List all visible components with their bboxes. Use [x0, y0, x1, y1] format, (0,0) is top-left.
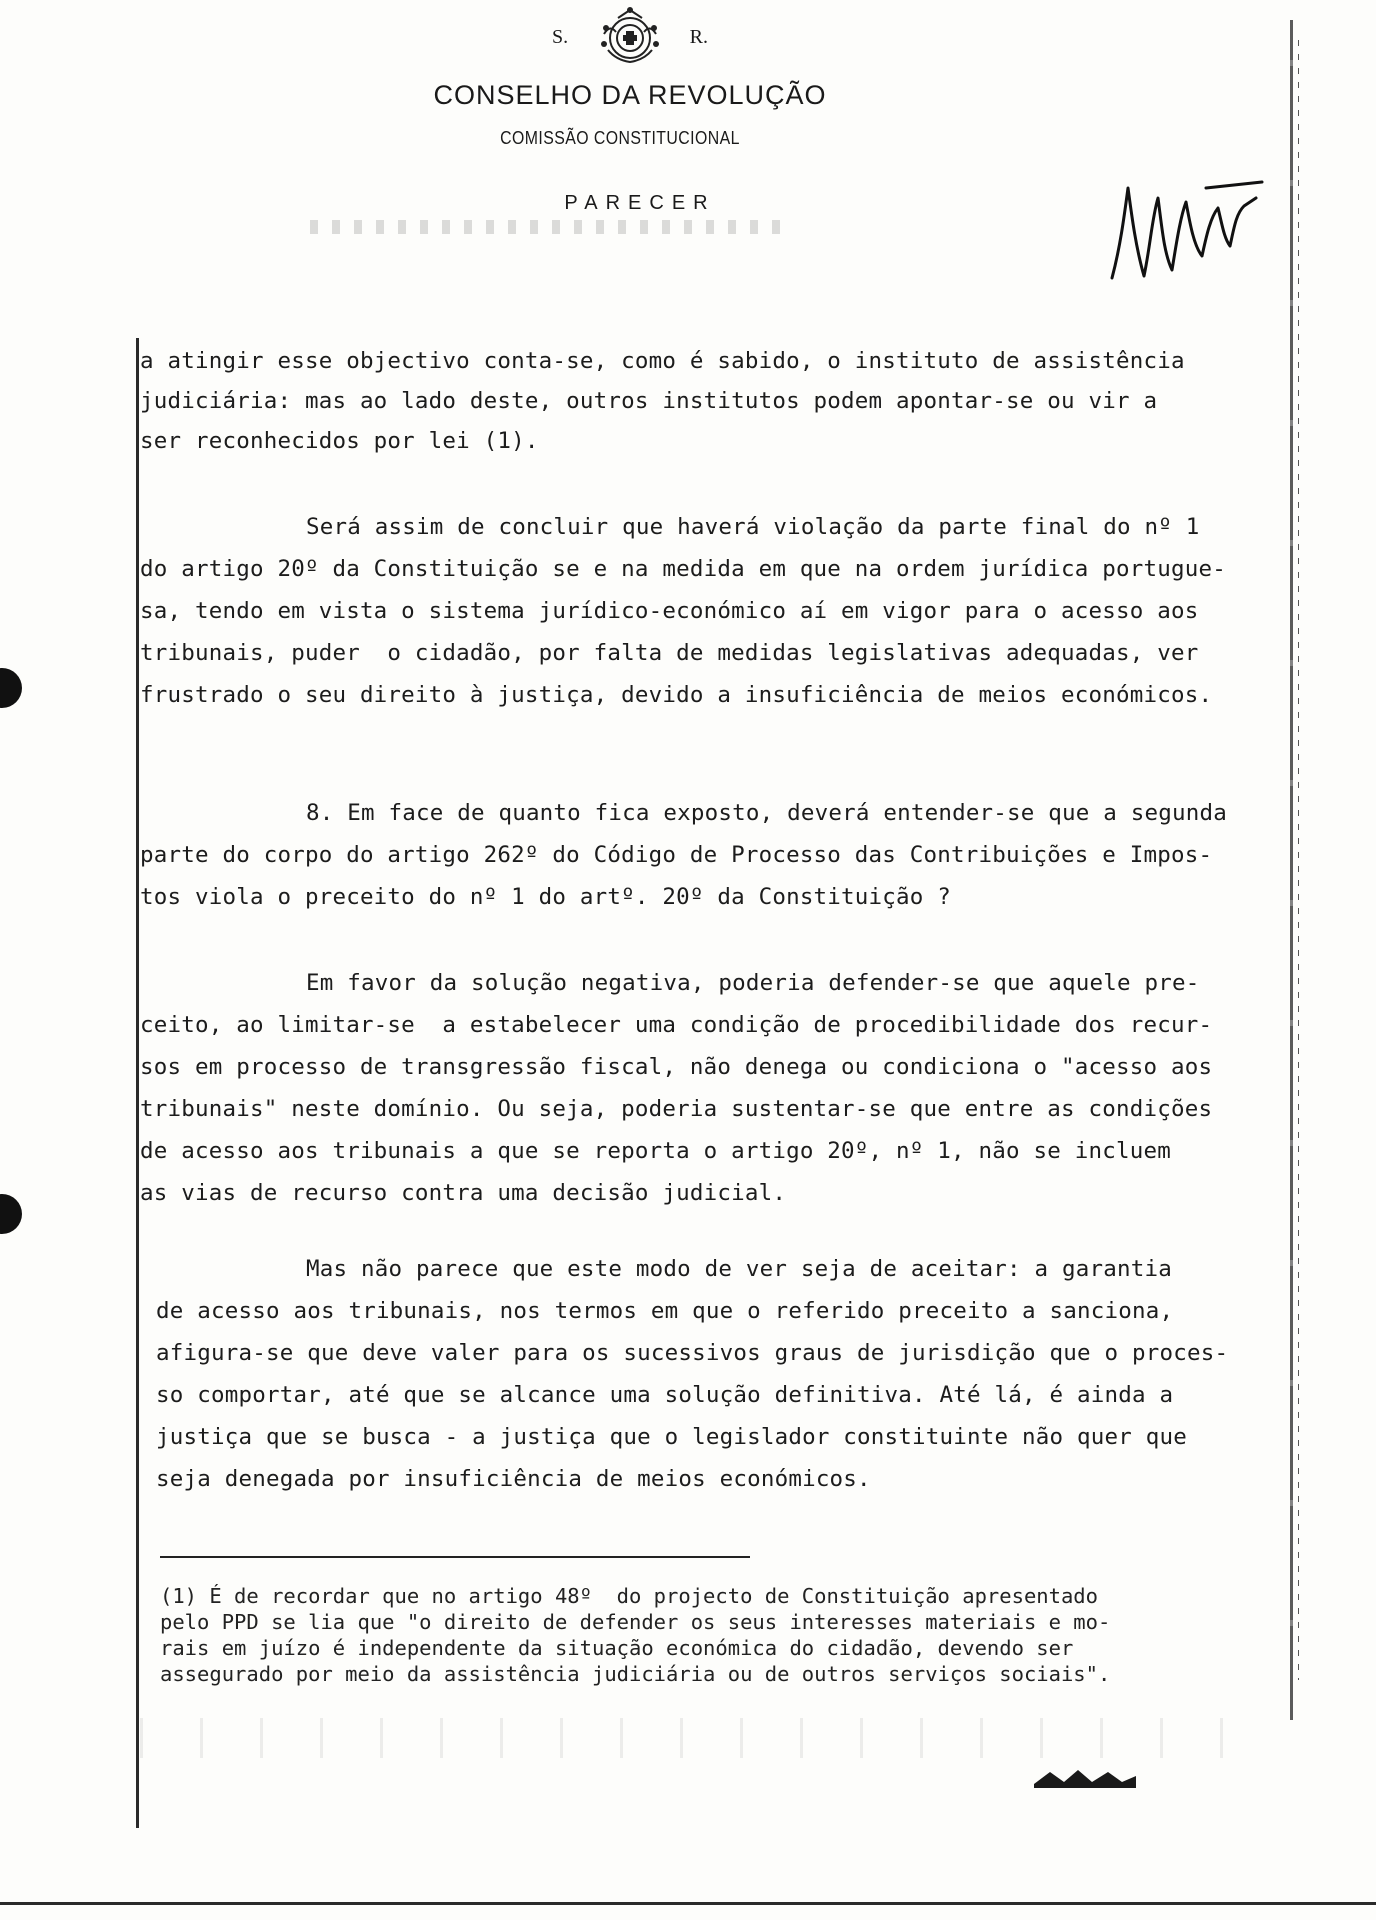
body-line: judiciária: mas ao lado deste, outros institutos podem apontar-se ou vir a — [140, 388, 1158, 414]
footnote-separator — [160, 1556, 750, 1558]
faint-typed-line — [310, 220, 780, 234]
body-line: parte do corpo do artigo 262º do Código de Processo das Contribuições e Impos- — [140, 842, 1213, 868]
coat-of-arms-icon — [590, 4, 670, 68]
body-line: tos viola o preceito do nº 1 do artº. 20º da Constituição ? — [140, 884, 952, 910]
right-margin-rule — [1290, 20, 1293, 1720]
body-line: so comportar, até que se alcance uma solução definitiva. Até lá, é ainda a — [156, 1382, 1174, 1408]
left-margin-rule — [136, 338, 139, 1828]
body-line: frustrado o seu direito à justiça, devido a insuficiência de meios económicos. — [140, 682, 1213, 708]
body-line: ser reconhecidos por lei (1). — [140, 428, 539, 454]
footnote-line: assegurado por meio da assistência judiciária ou de outros serviços sociais". — [160, 1662, 1111, 1686]
punch-hole-top — [0, 668, 22, 708]
footnote-line: (1) É de recordar que no artigo 48º do projecto de Constituição apresentado — [160, 1584, 1098, 1608]
scan-noise-marks — [140, 1718, 1240, 1758]
right-margin-dotted-rule — [1298, 40, 1299, 1680]
body-line: de acesso aos tribunais, nos termos em que o referido preceito a sanciona, — [156, 1298, 1174, 1324]
body-line: Em favor da solução negativa, poderia defender-se que aquele pre- — [306, 970, 1200, 996]
body-line: a atingir esse objectivo conta-se, como é sabido, o instituto de assistência — [140, 348, 1185, 374]
emblem-right-letter: R. — [689, 26, 708, 48]
body-line: Mas não parece que este modo de ver seja de aceitar: a garantia — [306, 1256, 1173, 1282]
body-line: tribunais, puder o cidadão, por falta de medidas legislativas adequadas, ver — [140, 640, 1199, 666]
body-line: sos em processo de transgressão fiscal, não denega ou condiciona o "acesso aos — [140, 1054, 1213, 1080]
footnote-line: pelo PPD se lia que "o direito de defender os seus interesses materiais e mo- — [160, 1610, 1111, 1634]
body-line: Será assim de concluir que haverá violação da parte final do nº 1 — [306, 514, 1200, 540]
body-line: tribunais" neste domínio. Ou seja, poderia sustentar-se que entre as condições — [140, 1096, 1213, 1122]
coat-of-arms-header — [540, 0, 720, 72]
section-8-heading-line: 8. Em face de quanto fica exposto, deverá entender-se que a segunda — [306, 800, 1227, 826]
body-line: seja denegada por insuficiência de meios económicos. — [156, 1466, 871, 1492]
commission-subtitle: COMISSÃO CONSTITUCIONAL — [500, 128, 740, 148]
body-line: as vias de recurso contra uma decisão judicial. — [140, 1180, 787, 1206]
council-title: CONSELHO DA REVOLUÇÃO — [433, 80, 827, 110]
body-line: ceito, ao limitar-se a estabelecer uma condição de procedibilidade dos recur- — [140, 1012, 1213, 1038]
footnote-line: rais em juízo é independente da situação económica do cidadão, devendo ser — [160, 1636, 1074, 1660]
punch-hole-bottom — [0, 1194, 22, 1234]
bottom-edge-rule — [0, 1902, 1376, 1905]
ink-stamp-mark — [1030, 1762, 1140, 1792]
body-line: afigura-se que deve valer para os sucessivos graus de jurisdição que o proces- — [156, 1340, 1229, 1366]
body-line: de acesso aos tribunais a que se reporta o artigo 20º, nº 1, não se incluem — [140, 1138, 1171, 1164]
body-line: do artigo 20º da Constituição se e na medida em que na ordem jurídica portugue- — [140, 556, 1226, 582]
handwritten-signature — [1106, 158, 1266, 288]
emblem-left-letter: S. — [552, 26, 569, 48]
document-type-heading: PARECER — [564, 192, 716, 214]
body-line: justiça que se busca - a justiça que o legislador constituinte não quer que — [156, 1424, 1187, 1450]
body-line: sa, tendo em vista o sistema jurídico-económico aí em vigor para o acesso aos — [140, 598, 1199, 624]
